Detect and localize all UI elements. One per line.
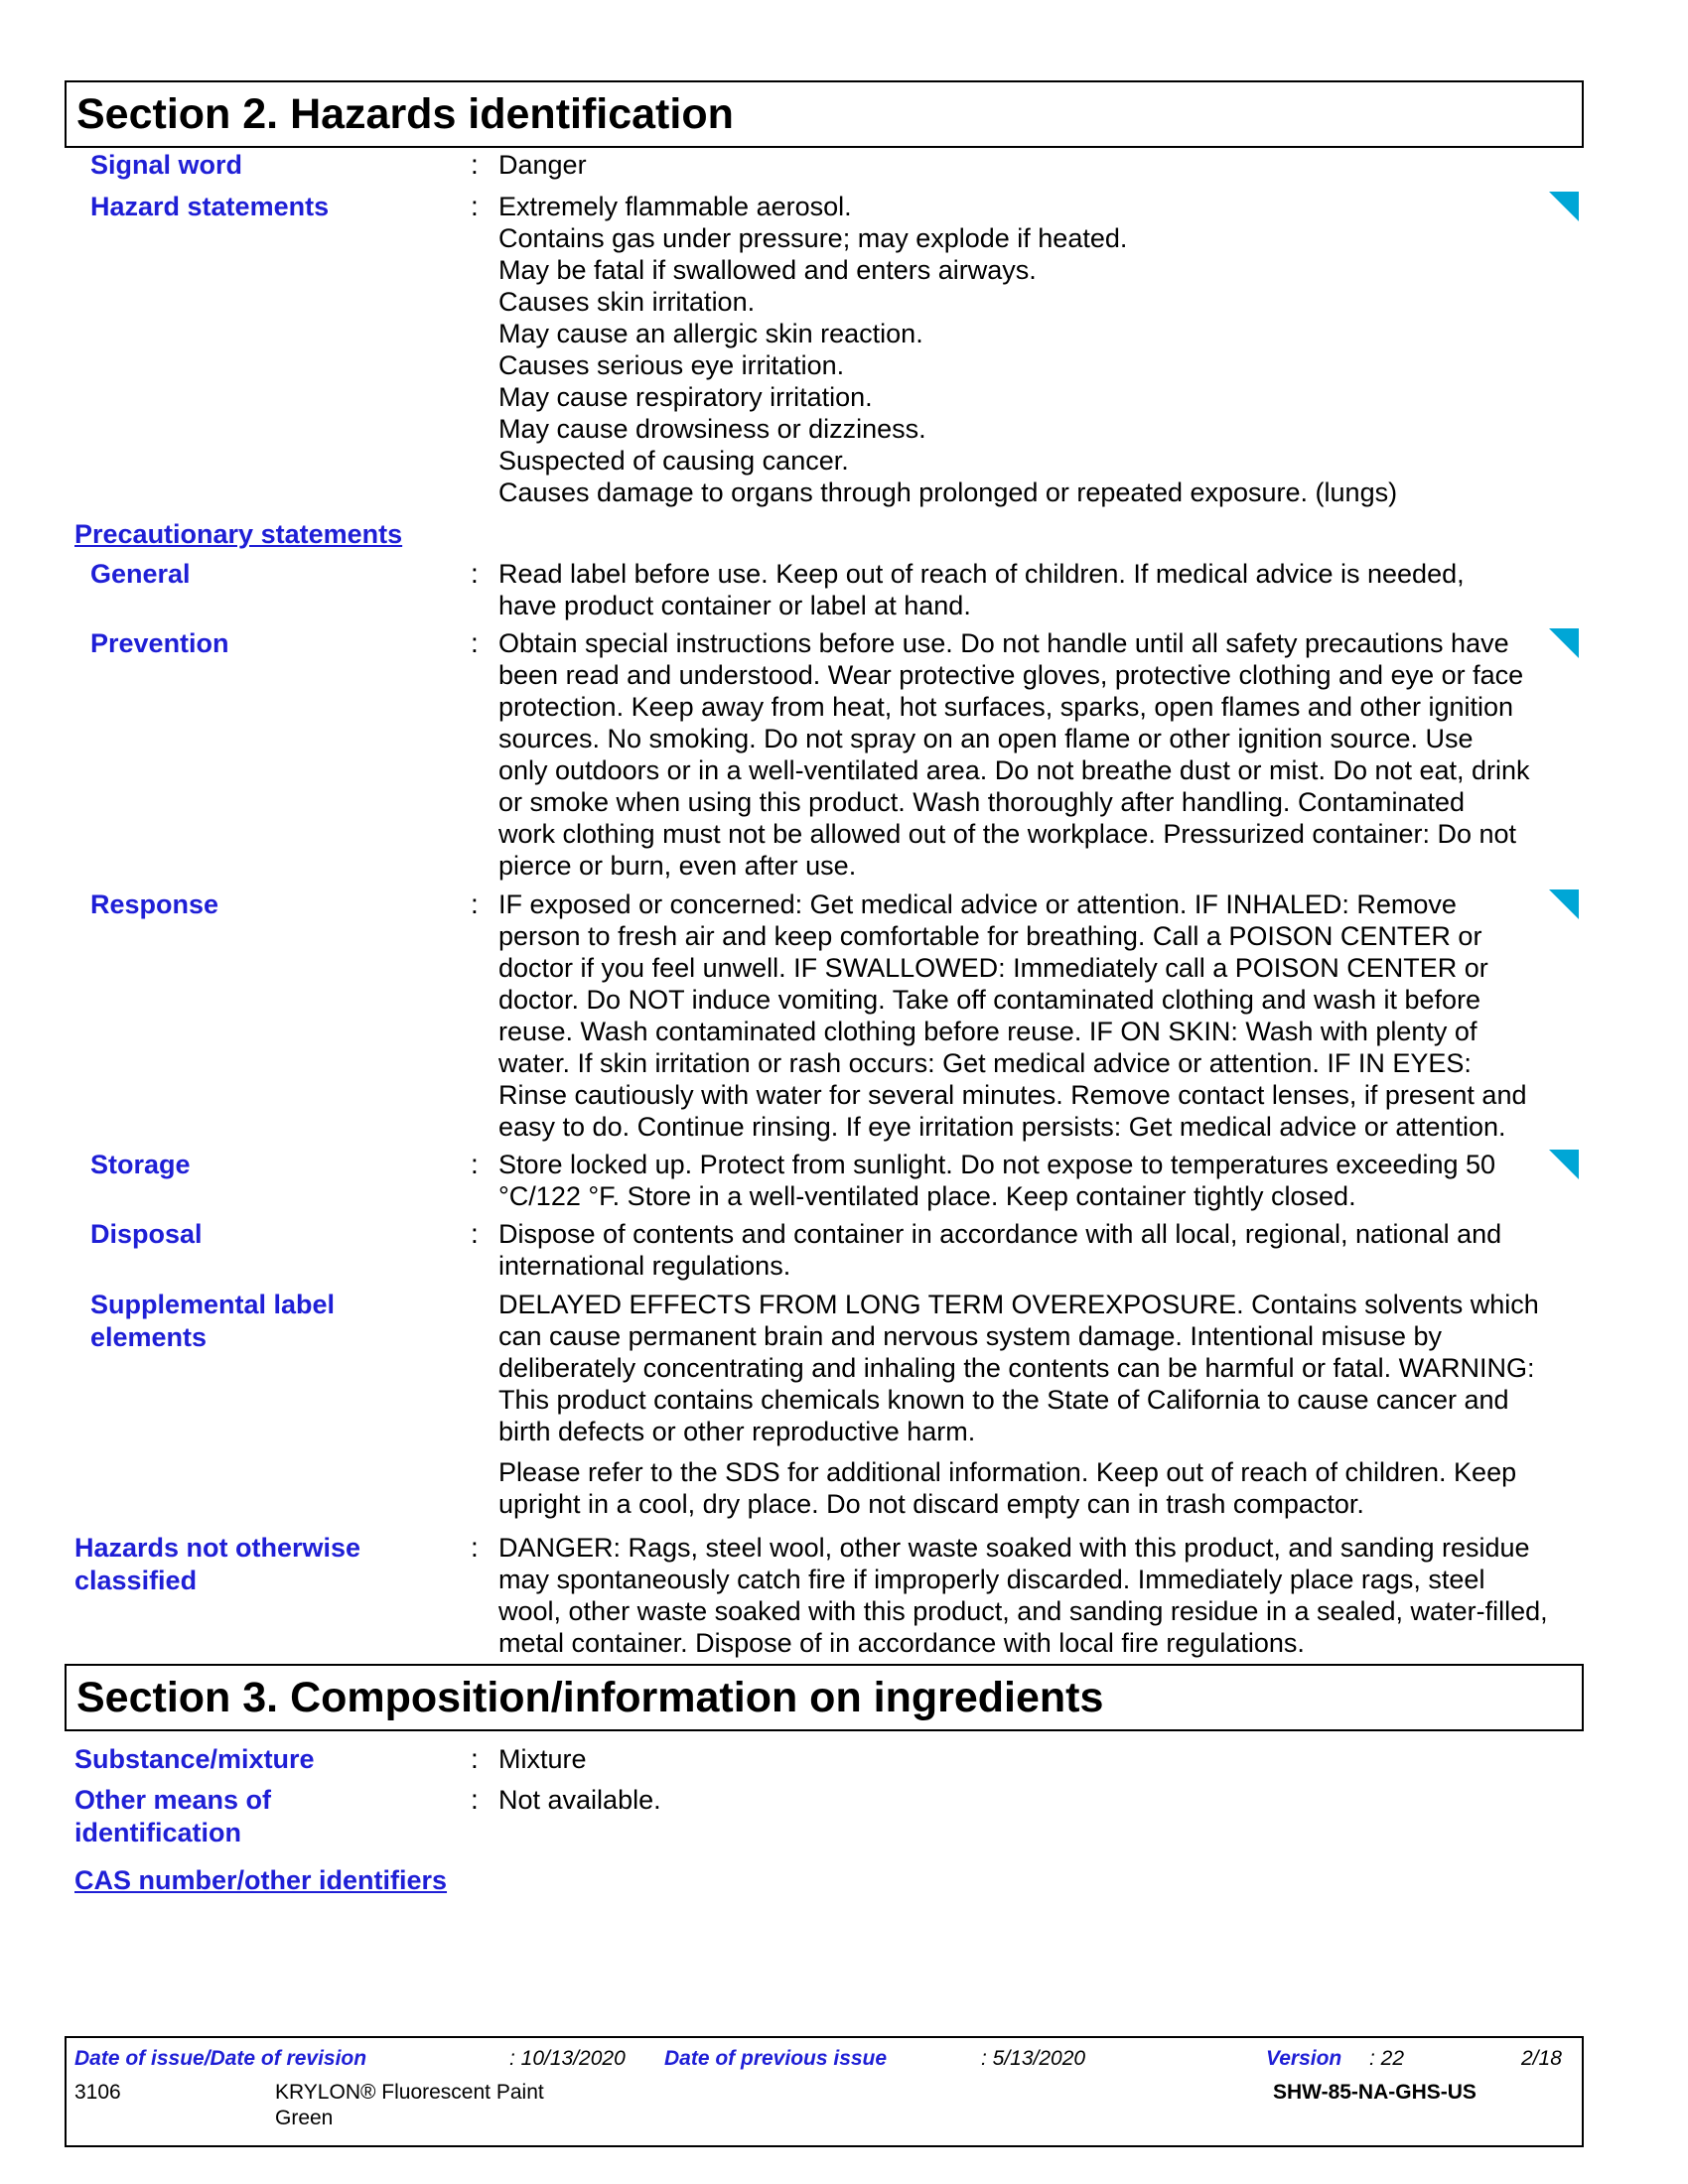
response-text: IF exposed or concerned: Get medical advice or attention. IF INHALED: Remove person to fresh air and keep comfortable for breathing. Call a POISON CENTER or doctor if you feel unwell. IF SWALLOWED: Immediately call a POISON CENTER or doctor. Do NOT induce vomiting. Take off contaminated clothing and wash it before reuse. Wash contaminated clothing before reuse. IF ON SKIN: Wash with plenty of water. If skin irritation or rash occurs: Get medical advice or attention. IF IN EYES: Rinse cautiously with water for several minutes. Remove contact lenses, if present and easy to do. Continue rinsing. If eye irritation persists: Get medical advice or attention. [498,889,1527,1142]
colon: : [471,1784,479,1815]
section-3-title: Section 3. Composition/information on ingredients [76,1674,1104,1721]
revision-flag-icon [1549,628,1579,658]
document-id: SHW-85-NA-GHS-US [1273,2081,1477,2104]
signal-word-label: Signal word [90,150,243,180]
product-code: 3106 [74,2081,121,2104]
product-name: KRYLON® Fluorescent Paint Green [275,2081,544,2129]
disposal-label: Disposal [90,1219,203,1249]
prevention-label: Prevention [90,628,229,658]
substance-mixture-value: Mixture [498,1744,587,1774]
section-2-header [65,80,1584,148]
disposal-text: Dispose of contents and container in accordance with all local, regional, national and international regulations. [498,1219,1502,1281]
general-label: General [90,559,191,589]
date-of-issue-value: : 10/13/2020 [509,2047,626,2070]
substance-mixture-label: Substance/mixture [74,1744,315,1774]
supplemental-text-2: Please refer to the SDS for additional information. Keep out of reach of children. Keep upright in a cool, dry place. Do not discard empty can in trash compactor. [498,1457,1517,1519]
revision-flag-icon [1549,1150,1579,1179]
section-2-title: Section 2. Hazards identification [76,90,734,138]
storage-text: Store locked up. Protect from sunlight. Do not expose to temperatures exceeding 50 °C/122 °F. Store in a well-ventilated place. Keep container tightly closed. [498,1150,1496,1211]
general-text: Read label before use. Keep out of reach of children. If medical advice is needed, have product container or label at hand. [498,559,1465,620]
colon: : [471,888,479,919]
hnoc-text: DANGER: Rags, steel wool, other waste soaked with this product, and sanding residue may spontaneously catch fire if improperly discarded. Immediately place rags, steel wool, other waste soaked with this product, and sanding residue in a sealed, water-filled, metal container. Dispose of in accordance with local fire regulations. [498,1533,1548,1658]
colon: : [471,149,479,180]
page-number: 2/18 [1521,2047,1562,2070]
response-label: Response [90,889,219,919]
version-value: : 22 [1369,2047,1405,2070]
section-3-header [65,1664,1584,1731]
hazard-statements-text: Extremely flammable aerosol. Contains gas under pressure; may explode if heated. May be fatal if swallowed and enters airways. Causes skin irritation. May cause an allergic skin reaction. Causes serious eye irritation. May cause respiratory irritation. May cause drowsiness or dizziness. Suspected of causing cancer. Causes damage to organs through prolonged or repeated exposure. (lungs) [498,192,1398,507]
colon: : [471,1218,479,1249]
date-of-issue-label: Date of issue/Date of revision [74,2047,367,2070]
hazard-statements-label: Hazard statements [90,192,330,221]
hnoc-label: Hazards not otherwise classified [74,1533,361,1595]
colon: : [471,627,479,658]
version-label: Version [1266,2047,1342,2070]
other-means-value: Not available. [498,1785,661,1815]
page-footer [65,2036,1584,2147]
colon: : [471,1532,479,1563]
cas-identifiers-heading: CAS number/other identifiers [74,1865,448,1895]
other-means-label: Other means of identification [74,1785,272,1847]
colon: : [471,558,479,589]
colon: : [471,191,479,221]
colon: : [471,1743,479,1774]
supplemental-label: Supplemental label elements [90,1290,336,1352]
signal-word-value: Danger [498,150,587,180]
date-of-previous-issue-label: Date of previous issue [664,2047,888,2070]
storage-label: Storage [90,1150,191,1179]
colon: : [471,1149,479,1179]
prevention-text: Obtain special instructions before use. Do not handle until all safety precautions have been read and understood. Wear protective gloves, protective clothing and eye or face protection. Keep away from heat, hot surfaces, sparks, open flames and other ignition sources. No smoking. Do not spray on an open flame or other ignition source. Use only outdoors or in a well-ventilated area. Do not breathe dust or mist. Do not eat, drink or smoke when using this product. Wash thoroughly after handling. Contaminated work clothing must not be allowed out of the workplace. Pressurized container: Do not pierce or burn, even after use. [498,628,1530,881]
revision-flag-icon [1549,192,1579,221]
date-of-previous-issue-value: : 5/13/2020 [981,2047,1086,2070]
revision-flag-icon [1549,889,1579,919]
supplemental-text-1: DELAYED EFFECTS FROM LONG TERM OVEREXPOSURE. Contains solvents which can cause permanent brain and nervous system damage. Intentional misuse by deliberately concentrating and inhaling the contents can be harmful or fatal. WARNING: This product contains chemicals known to the State of California to cause cancer and birth defects or other reproductive harm. [498,1290,1539,1446]
precautionary-statements-heading: Precautionary statements [74,519,403,549]
